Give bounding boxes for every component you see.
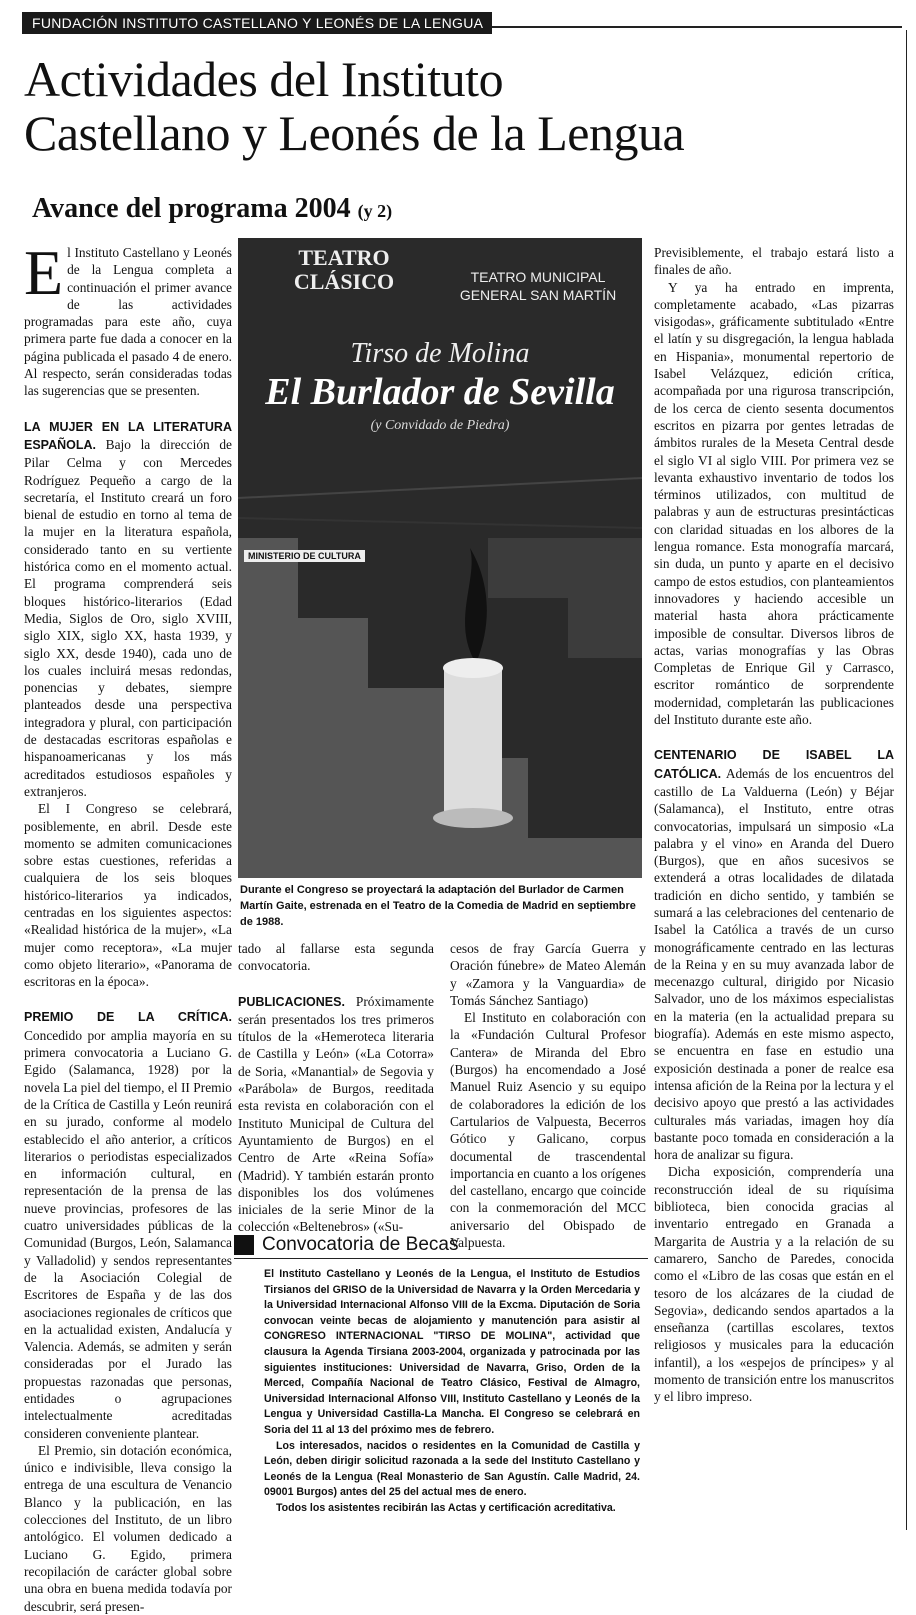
becas-paragraph-2: Los interesados, nacidos o residentes en la Comunidad de Castilla y León, deben dirigir solicitud razonada a la sede del Instituto Castellano y Leonés de la Lengua (Real Monasterio de San Agustín. Calle Madrid, 24. 09001 Burgos) antes del 25 del actual mes de enero. — [264, 1439, 640, 1499]
premio-section: PREMIO DE LA CRÍTICA. Concedido por amplia mayoría en su primera convocatoria a Luciano G. Egido (Salamanca, 1928) por la novela La piel del tiempo, el II Premio de la Crítica de Castilla y León reunirá en su jurado, conforme al modelo establecido el año anterior, a críticos literarios o periodistas especializados en información cultural, en representación de la prensa de las nueve provincias, profesores de las cuatro universidades públicas de la Comunidad (Burgos, León, Salamanca y Valladolid) y sendos representantes de la Asociación Colegial de Escritores de España y de las dos asociaciones regionales de críticos que en la actualidad existen, Andalucía y Valencia. Además, se admiten y serán consideradas por el Jurado las propuestas razonadas que personas, entidades o agrupaciones intelectualmente acreditadas consideren conveniente plantear. — [24, 1010, 232, 1441]
intro-paragraph: El Instituto Castellano y Leonés de la Lengua completa a continuación el primer avance de las actividades programadas para este año, cuya primera parte fue dada a conocer en la página publicada el pasado 4 de enero. Al respecto, serán consideradas todas las sugerencias que se presenten. — [24, 237, 232, 399]
headline-line-1: Actividades del Instituto — [24, 51, 504, 107]
becas-title: Convocatoria de Becas — [262, 1234, 459, 1255]
becas-body — [234, 1267, 648, 1517]
section-title-centenario: CENTENARIO DE ISABEL LA CATÓLICA. — [654, 748, 894, 781]
premio-continuation: tado al fallarse esta segunda convocatoria. — [238, 941, 434, 974]
premio-paragraph-2: El Premio, sin dotación económica, único e indivisible, lleva consigo la entrega de una escultura de Venancio Blanco y la publicación, en las colecciones del Instituto, de un libro antológico. El volumen dedicado a Luciano G. Egido, primera recopilación de carácter global sobre una obra en buena medida todavía por descubrir, será presen- — [24, 1442, 232, 1614]
subheadline — [32, 193, 392, 225]
subhead-note: (y 2) — [357, 201, 393, 221]
poster-subtitle: (y Convidado de Piedra) — [370, 418, 510, 433]
exposicion-paragraph: Dicha exposición, comprendería una reconstrucción ideal de su riquísima biblioteca, bien conocida gracias al inventario entregado en Granada a Margarita de Austria y a la relación de su camarero, Sancho de Paredes, conocida como el «Libro de las cosas que están en el tesoro de los alcázares de la ciudad de Segovia», dedicando sendos apartados a la enseñanza (cartillas escolares, textos religiosos y musicales para la educación infantil), a los «espejos de príncipes» y al momento de transición entre los manuscritos y el libro impreso. — [654, 1164, 894, 1405]
poster-title: El Burlador de Sevilla — [265, 371, 615, 413]
section-kicker: FUNDACIÓN INSTITUTO CASTELLANO Y LEONÉS DE LA LENGUA — [22, 12, 492, 34]
column-1 — [24, 237, 232, 1615]
valpuesta-paragraph: El Instituto en colaboración con la «Fundación Cultural Profesor Cantera» de Miranda del Ebro (Burgos) ha encomendado a José Manuel Ruiz Asencio y su equipo de colaboradores la edición de los Cartularios de Valpuesta, Becerros Gótico y Galicano, corpus documental de trascendental importancia en cuanto a los orígenes del castellano, encargo que coincide con la conmemoración del MCC aniversario del Obispado de Valpuesta. — [450, 1010, 646, 1251]
becas-paragraph-1: El Instituto Castellano y Leonés de la Lengua, el Instituto de Estudios Tirsianos del GRISO de la Universidad de Navarra y la Orden Mercedaria y la Universidad Internacional Alfonso VIII de la Excma. Diputación de Soria convocan veinte becas de alojamiento y manutención para asistir al CONGRESO INTERNACIONAL "TIRSO DE MOLINA", actividad que clausura la Agenda Tirsiana 2003-2004, organizada y patrocinada por las siguientes instituciones: Universidad de Navarra, Griso, Orden de la Merced, Compañía Nacional de Teatro Clásico, Festival de Almagro, Universidad Internacional Alfonso VIII, Instituto Castellano y Leonés de la Lengua y Universidad Castilla-La Mancha. El Congreso se celebrará en Soria del 11 al 13 del próximo mes de febrero. — [264, 1268, 640, 1436]
kicker-rule — [492, 26, 902, 28]
publicaciones-continuation: cesos de fray García Guerra y Oración fúnebre» de Mateo Alemán y «Zamora y la Vanguardia» de Tomás Sánchez Santiago) — [450, 941, 646, 1008]
centenario-section: CENTENARIO DE ISABEL LA CATÓLICA. Además de los encuentros del castillo de La Valduerna (León) y Béjar (Salamanca), el Instituto, entre otras convocatorias, impulsará un simposio «La palabra y el vino» en Aranda del Duero (Burgos), que en años sucesivos se extenderá a otras localidades de dilatada tradición en dicho sentido, y también se sumará a las celebraciones del centenario de Isabel la Católica a través de un curso monográficamente centrado en las lecturas de la Reina y en su muy avanzada labor de mecenazgo cultural, dirigido por Nicasio Salvador, uno de los máximos especialistas en la materia (en la actualidad prepara su biografía). Además en este mismo aspecto, se encuentra en fase en estudio una exposición destinada a poner de realce esa intensa afición de la Reina por la lectura y el decisivo apoyo que prestó a las actividades culturales más variadas, imagen hoy día bastante poco tomada en consideración a la hora de analizar su figura. — [654, 748, 894, 1163]
poster-author: Tirso de Molina — [350, 338, 530, 369]
becas-box — [234, 1234, 648, 1534]
col4-paragraph-1: Previsiblemente, el trabajo estará listo a finales de año. — [654, 245, 894, 278]
column-3 — [450, 940, 646, 1251]
section-title-mujer: LA MUJER EN LA LITERATURA ESPAÑOLA. — [24, 419, 232, 452]
becas-header — [234, 1234, 648, 1259]
pizarras-paragraph: Y ya ha entrado en imprenta, completamente acabado, «Las pizarras visigodas», gráficamente subtitulado «Entre el latín y su disgregación, la lengua hablada en Hispania», monumental repertorio de Isabel Velázquez, edición crítica, acompañada por una rigurosa transcripción, de los cerca de ciento sesenta documentos escritos en pizarra por gentes letradas de ámbitos rurales de la Meseta Central desde el siglo VI al siglo VIII. Por primera vez se levanta exhaustivo inventario de todos los términos utilizados, con multitud de palabras y aun de estructuras presintácticas con claridad situadas en los albores de la lengua romance. Esta monografía marcará, sin duda, un punto y aparte en el decisivo campo de estos estudios, con planteamientos innovadores y haciendo accesible un material hasta ahora prácticamente imposible de consultar. Diversos libros de actas, varias monografías y las Obras Completas de Enrique Gil y Carrasco, escritor romántico de sorprendente modernidad, completarán las publicaciones del Instituto durante este año. — [654, 279, 894, 728]
mujer-congreso-paragraph: El I Congreso se celebrará, posiblemente, en abril. Desde este momento se admiten comunicaciones sobre estas cuestiones, referidas a cualquiera de los seis bloques histórico-literarios ya indicados, centradas en los siguientes aspectos: «Realidad histórica de la mujer», «La mujer como receptora», «La mujer como objeto literario», «Panorama de escritoras en la época». — [24, 801, 232, 990]
column-4 — [654, 244, 894, 1406]
publicaciones-section: PUBLICACIONES. Próximamente serán presentados los tres primeros títulos de la «Hemeroteca literaria de Castilla y León» («La Cotorra» de Soria, «Manantial» de Segovia y «Parábola» de Burgos, reeditada esta revista en colaboración con el Instituto Municipal de Cultura del Ayuntamiento de Burgos) en el Centro de Arte «Reina Sofía» (Madrid). Y también estarán pronto disponibles los dos volúmenes iniciales de la serie Minor de la colección «Beltenebros» («Su- — [238, 993, 434, 1235]
poster-footer: MINISTERIO DE CULTURA — [244, 550, 365, 562]
headline — [24, 52, 874, 160]
poster-logo-right: TEATRO MUNICIPAL GENERAL SAN MARTÍN — [459, 269, 617, 303]
subhead-text: Avance del programa 2004 — [32, 193, 351, 224]
column-2 — [238, 940, 434, 1236]
headline-line-2: Castellano y Leonés de la Lengua — [24, 105, 685, 161]
becas-paragraph-3: Todos los asistentes recibirán las Actas y certificación acreditativa. — [276, 1501, 616, 1514]
section-title-publicaciones: PUBLICACIONES. — [238, 994, 345, 1009]
poster-logo-left: TEATRO CLÁSICO — [293, 245, 395, 294]
photo-caption: Durante el Congreso se proyectará la adaptación del Burlador de Carmen Martín Gaite, estrenada en el Teatro de la Comedia de Madrid en septiembre de 1988. — [240, 884, 636, 928]
drop-cap: E — [24, 237, 64, 308]
burlador-poster-image — [238, 238, 642, 878]
mujer-section: LA MUJER EN LA LITERATURA ESPAÑOLA. Bajo la dirección de Pilar Celma y con Mercedes Rodríguez Pequeño a cargo de la secretaría, el Instituto creará un foro bienal de estudio en torno al tema de la mujer en la literatura española, considerado tanto en su vertiente histórica como en el momento actual. El programa comprenderá seis bloques histórico-literarios (Edad Media, Siglos de Oro, siglo XVIII, siglo XIX, siglo XX, hasta 1939, y siglo XX, desde 1940), cada uno de los cuales incluirá mesas redondas, ponencias y debates, siempre planteados desde una perspectiva integradora y plural, con participación de destacadas escritoras españolas e hispanoamericanas y los más acreditados estudiosos españoles y extranjeros. — [24, 419, 232, 799]
becas-icon — [234, 1235, 254, 1255]
right-margin-rule — [906, 30, 907, 1530]
section-title-premio: PREMIO DE LA CRÍTICA. — [24, 1010, 232, 1025]
